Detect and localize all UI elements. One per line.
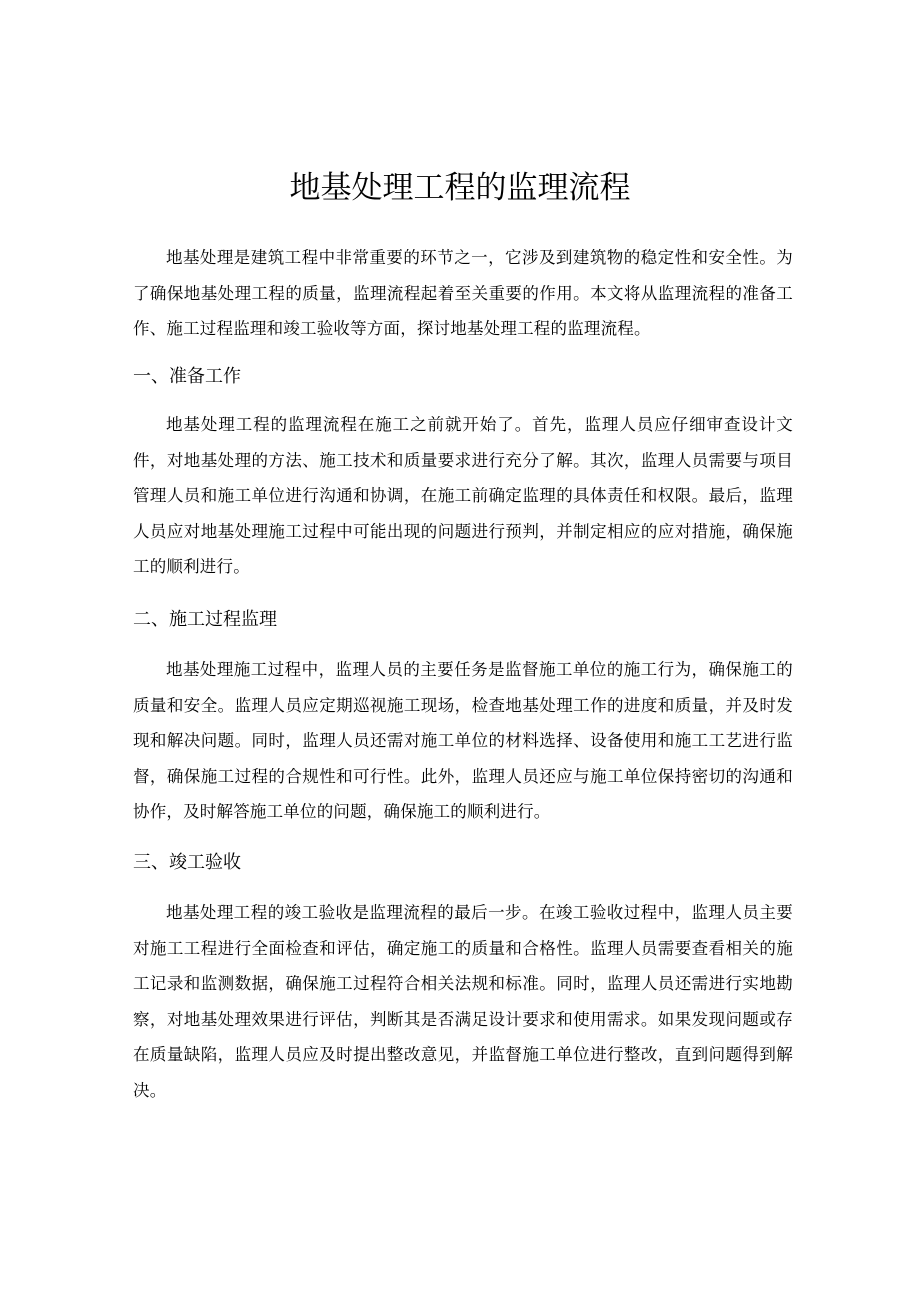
intro-paragraph: 地基处理是建筑工程中非常重要的环节之一，它涉及到建筑物的稳定性和安全性。为了确保地基处理工程的质量，监理流程起着至关重要的作用。本文将从监理流程的准备工作、施工过程监理和竣工验收等方面，探讨地基处理工程的监理流程。 (133, 248, 793, 338)
section-body-construction-supervision: 地基处理施工过程中，监理人员的主要任务是监督施工单位的施工行为，确保施工的质量和安全。监理人员应定期巡视施工现场，检查地基处理工作的进度和质量，并及时发现和解决问题。同时，监理人员还需对施工单位的材料选择、设备使用和施工工艺进行监督，确保施工过程的合规性和可行性。此外，监理人员还应与施工单位保持密切的沟通和协作，及时解答施工单位的问题，确保施工的顺利进行。 (133, 660, 793, 821)
section-heading-preparation: 一、准备工作 (133, 366, 241, 387)
section-heading-construction-supervision: 二、施工过程监理 (133, 609, 277, 630)
section-heading-completion-acceptance: 三、竣工验收 (133, 852, 241, 873)
section-body-preparation: 地基处理工程的监理流程在施工之前就开始了。首先，监理人员应仔细审查设计文件，对地基处理的方法、施工技术和质量要求进行充分了解。其次，监理人员需要与项目管理人员和施工单位进行沟通和协调，在施工前确定监理的具体责任和权限。最后，监理人员应对地基处理施工过程中可能出现的问题进行预判，并制定相应的应对措施，确保施工的顺利进行。 (133, 415, 793, 576)
section-body-completion-acceptance: 地基处理工程的竣工验收是监理流程的最后一步。在竣工验收过程中，监理人员主要对施工工程进行全面检查和评估，确定施工的质量和合格性。监理人员需要查看相关的施工记录和监测数据，确保施工过程符合相关法规和标准。同时，监理人员还需进行实地勘察，对地基处理效果进行评估，判断其是否满足设计要求和使用需求。如果发现问题或存在质量缺陷，监理人员应及时提出整改意见，并监督施工单位进行整改，直到问题得到解决。 (133, 903, 793, 1100)
document-title: 地基处理工程的监理流程 (289, 170, 631, 206)
